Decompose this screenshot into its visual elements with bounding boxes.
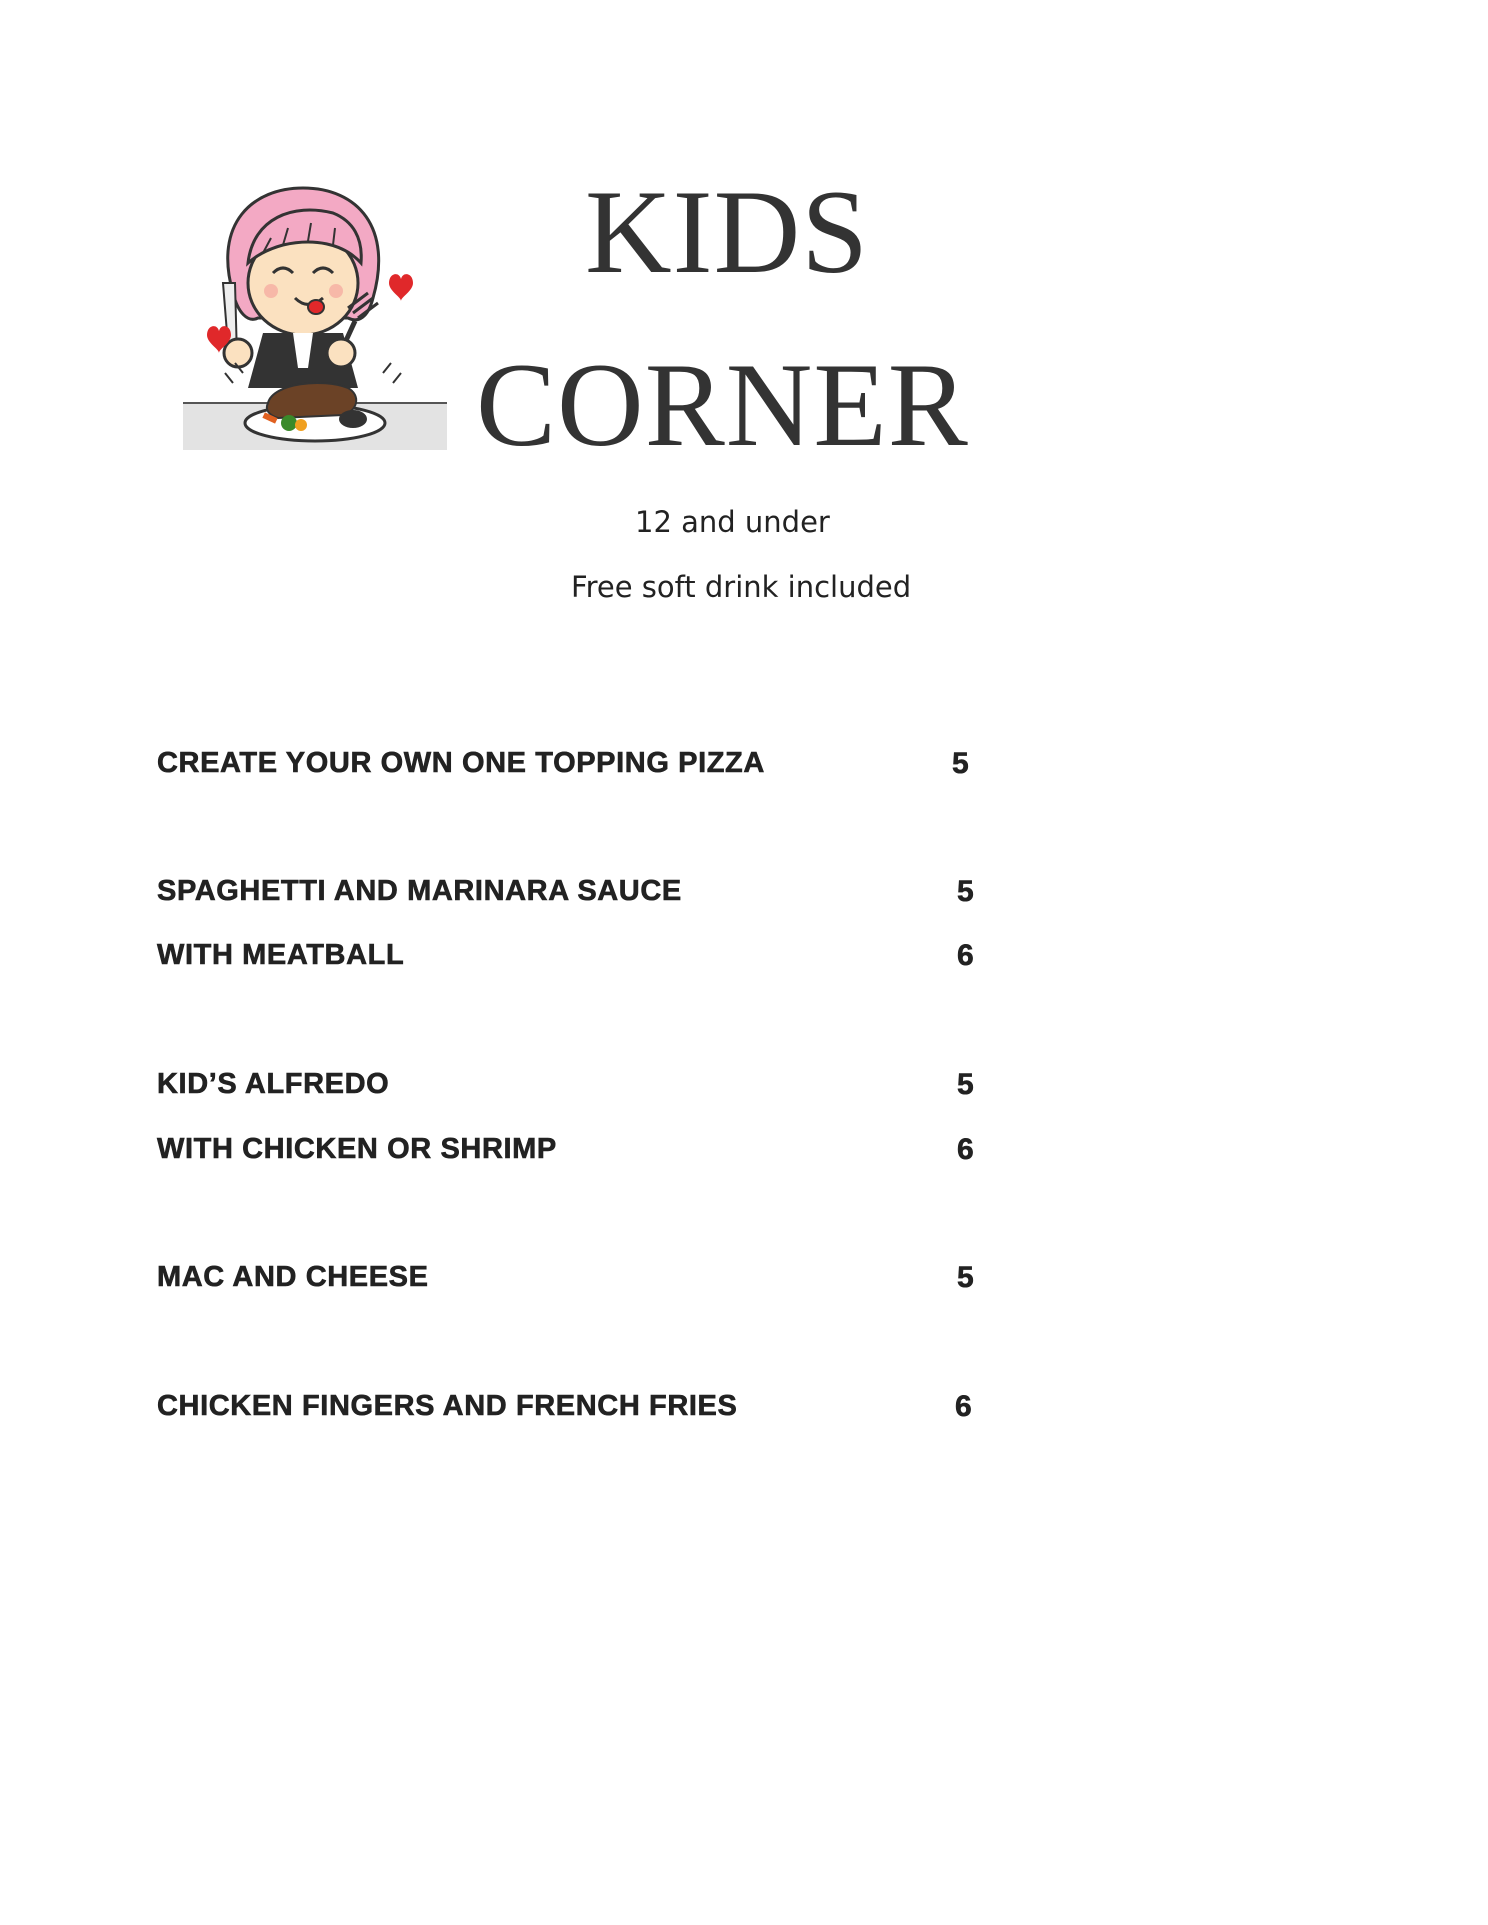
item-price: 6 (957, 939, 974, 972)
menu-item-mac-cheese (0, 1261, 1488, 1301)
item-price: 6 (955, 1390, 972, 1423)
item-price: 6 (957, 1133, 974, 1166)
menu-item-alfredo (0, 1068, 1488, 1108)
item-name: SPAGHETTI AND MARINARA SAUCE (157, 875, 682, 907)
menu-item-chicken-fingers (0, 1390, 1488, 1430)
menu-item-chicken-shrimp (0, 1133, 1488, 1173)
item-name: MAC AND CHEESE (157, 1261, 429, 1293)
item-name: CHICKEN FINGERS AND FRENCH FRIES (157, 1390, 738, 1422)
item-name: WITH MEATBALL (157, 939, 405, 971)
title-kids: KIDS (585, 165, 870, 298)
title-corner: CORNER (476, 338, 969, 471)
item-name: WITH CHICKEN OR SHRIMP (157, 1133, 557, 1165)
age-note: 12 and under (635, 505, 830, 539)
item-price: 5 (957, 1261, 974, 1294)
item-price: 5 (952, 747, 969, 780)
menu-item-meatball (0, 939, 1488, 979)
item-name: CREATE YOUR OWN ONE TOPPING PIZZA (157, 747, 765, 779)
menu-item-spaghetti (0, 875, 1488, 915)
item-price: 5 (957, 1068, 974, 1101)
item-name: KID’S ALFREDO (157, 1068, 390, 1100)
drink-note: Free soft drink included (571, 570, 912, 604)
girl-eating-steak-icon (183, 183, 447, 450)
item-price: 5 (957, 875, 974, 908)
menu-item-pizza (0, 747, 1488, 787)
